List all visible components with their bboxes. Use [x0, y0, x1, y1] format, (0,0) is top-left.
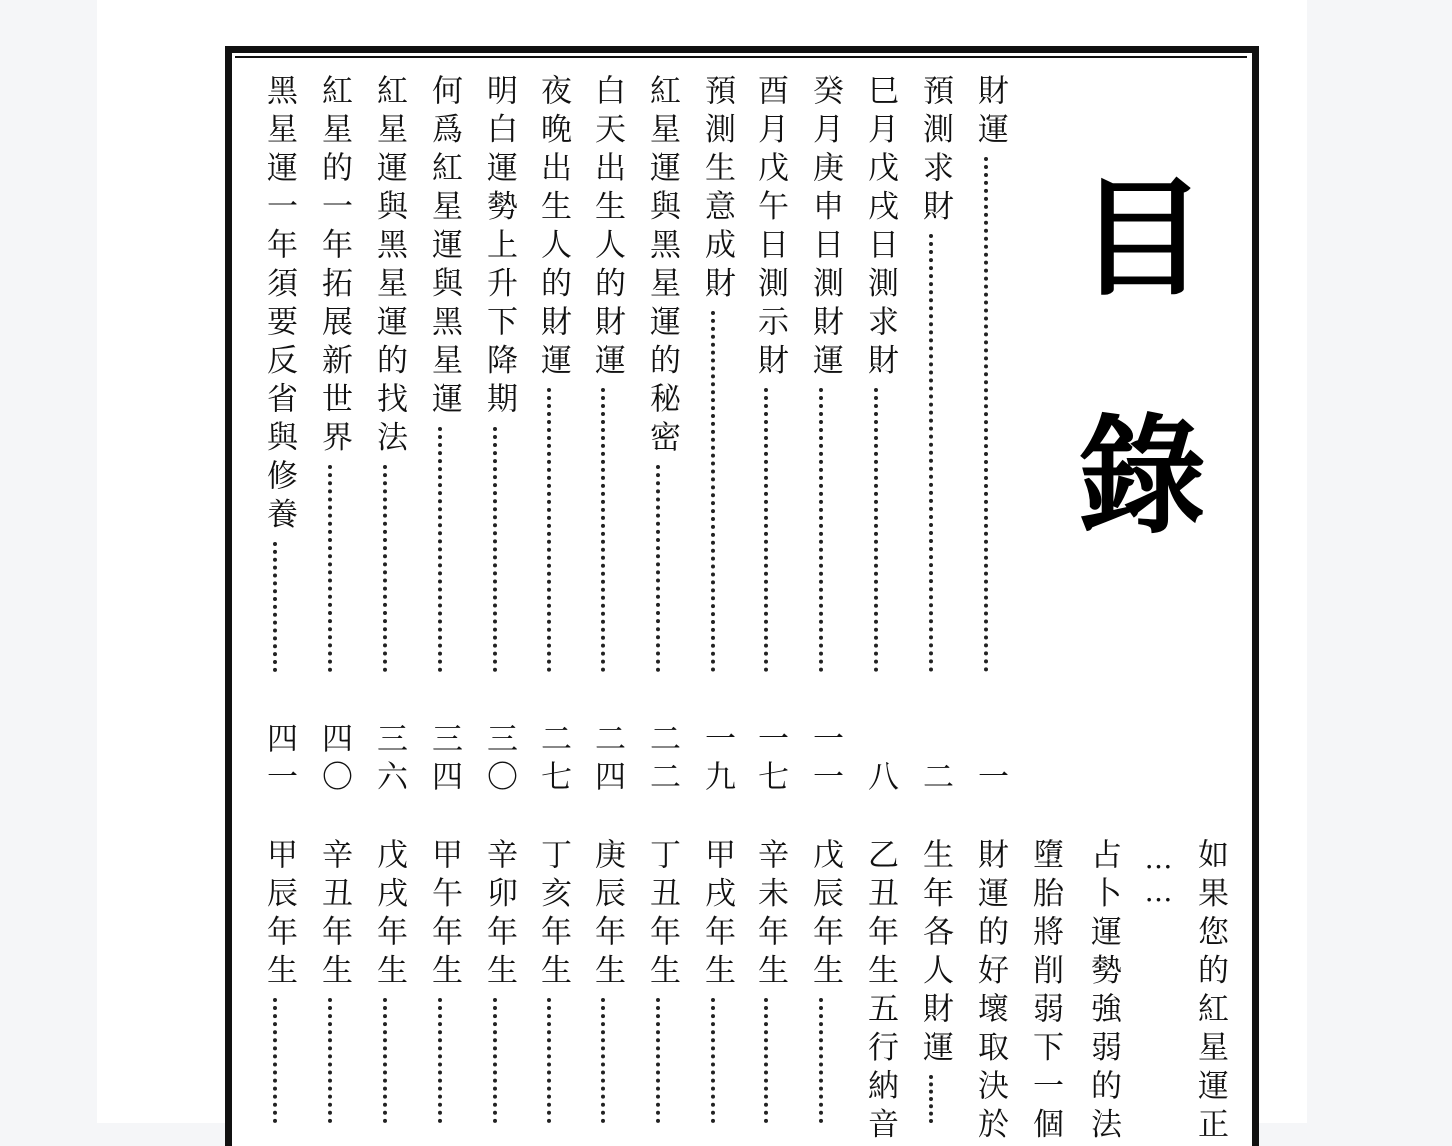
toc-entry-title: …… [1142, 842, 1175, 908]
toc-dot-leader [438, 427, 442, 673]
toc-dot-leader [273, 542, 277, 672]
toc-entry-title: 白天出生人的財運 [589, 74, 625, 382]
toc-entry-title: 預測生意成財 [699, 74, 735, 305]
toc-dot-leader [273, 998, 277, 1123]
toc-entry-title: 夜晚出生人的財運 [535, 74, 571, 382]
toc-entry-title: 甲辰年生 [261, 838, 297, 992]
toc-page-number: 二二 [644, 722, 680, 798]
toc-dot-leader [601, 388, 605, 672]
toc-entry-title: 甲午年生 [426, 838, 462, 992]
toc-dot-leader [328, 465, 332, 672]
toc-dot-leader [764, 998, 768, 1123]
toc-page-number: 二七 [535, 722, 571, 798]
toc-entry-title: 癸月庚申日測財運 [807, 74, 843, 382]
toc-page-number: 一七 [752, 722, 788, 798]
toc-entry-title: 預測求財 [917, 74, 953, 228]
toc-entry-title: 財運的好壞取決於 [972, 838, 1008, 1146]
toc-dot-leader [819, 998, 823, 1123]
toc-page-number: 四〇 [316, 722, 352, 798]
toc-page-number: 二 [917, 760, 953, 798]
toc-dot-leader [383, 465, 387, 672]
toc-dot-leader [383, 998, 387, 1123]
toc-entry-title: 酉月戊午日測示財 [752, 74, 788, 382]
toc-page-number: 一九 [699, 722, 735, 798]
toc-dot-leader [547, 388, 551, 672]
toc-page-number: 三〇 [481, 722, 517, 798]
toc-entry-title: 明白運勢上升下降期 [481, 74, 517, 421]
toc-entry-title: 紅星運與黑星運的找法 [371, 74, 407, 459]
toc-heading: 目錄 [1056, 170, 1206, 646]
toc-dot-leader [929, 1075, 933, 1123]
toc-dot-leader [819, 388, 823, 672]
toc-entry-title: 辛丑年生 [316, 838, 352, 992]
toc-page-number: 三四 [426, 722, 462, 798]
toc-page-number: 一一 [807, 722, 843, 798]
toc-entry-title: 生年各人財運 [917, 838, 953, 1069]
toc-dot-leader [711, 311, 715, 672]
toc-entry-title: 辛未年生 [752, 838, 788, 992]
toc-dot-leader [711, 998, 715, 1123]
toc-dot-leader [493, 427, 497, 673]
toc-entry-title: 占卜運勢強弱的法 [1085, 838, 1121, 1146]
toc-page-number: 一 [972, 760, 1008, 798]
toc-entry-title: 紅星運與黑星運的秘密 [644, 74, 680, 459]
toc-entry-title: 戊戌年生 [371, 838, 407, 992]
top-rule [235, 56, 1247, 58]
toc-page-number: 三六 [371, 722, 407, 798]
toc-dot-leader [656, 998, 660, 1123]
toc-entry-title: 墮胎將削弱下一個 [1027, 838, 1063, 1146]
toc-entry-title: 黑星運一年須要反省與修養 [261, 74, 297, 536]
toc-dot-leader [929, 234, 933, 672]
toc-entry-title: 丁丑年生 [644, 838, 680, 992]
toc-entry-title: 何爲紅星運與黑星運 [426, 74, 462, 421]
toc-entry-title: 紅星的一年拓展新世界 [316, 74, 352, 459]
toc-entry-title: 辛卯年生 [481, 838, 517, 992]
toc-entry-title: 戊辰年生 [807, 838, 843, 992]
toc-entry-title: 巳月戊戌日測求財 [862, 74, 898, 382]
toc-entry-title: 財運 [972, 74, 1008, 151]
toc-dot-leader [493, 998, 497, 1123]
toc-dot-leader [438, 998, 442, 1123]
toc-dot-leader [547, 998, 551, 1123]
toc-entry-title: 乙丑年生五行納音 [862, 838, 898, 1146]
toc-dot-leader [764, 388, 768, 672]
toc-dot-leader [328, 998, 332, 1123]
toc-entry-title: 丁亥年生 [535, 838, 571, 992]
toc-dot-leader [874, 388, 878, 672]
toc-dot-leader [984, 157, 988, 672]
toc-dot-leader [656, 465, 660, 672]
toc-dot-leader [601, 998, 605, 1123]
toc-page-number: 二四 [589, 722, 625, 798]
toc-page-number: 八 [862, 760, 898, 798]
toc-entry-title: 如果您的紅星運正 [1192, 838, 1228, 1146]
toc-entry-title: 甲戌年生 [699, 838, 735, 992]
toc-page-number: 四一 [261, 722, 297, 798]
toc-entry-title: 庚辰年生 [589, 838, 625, 992]
